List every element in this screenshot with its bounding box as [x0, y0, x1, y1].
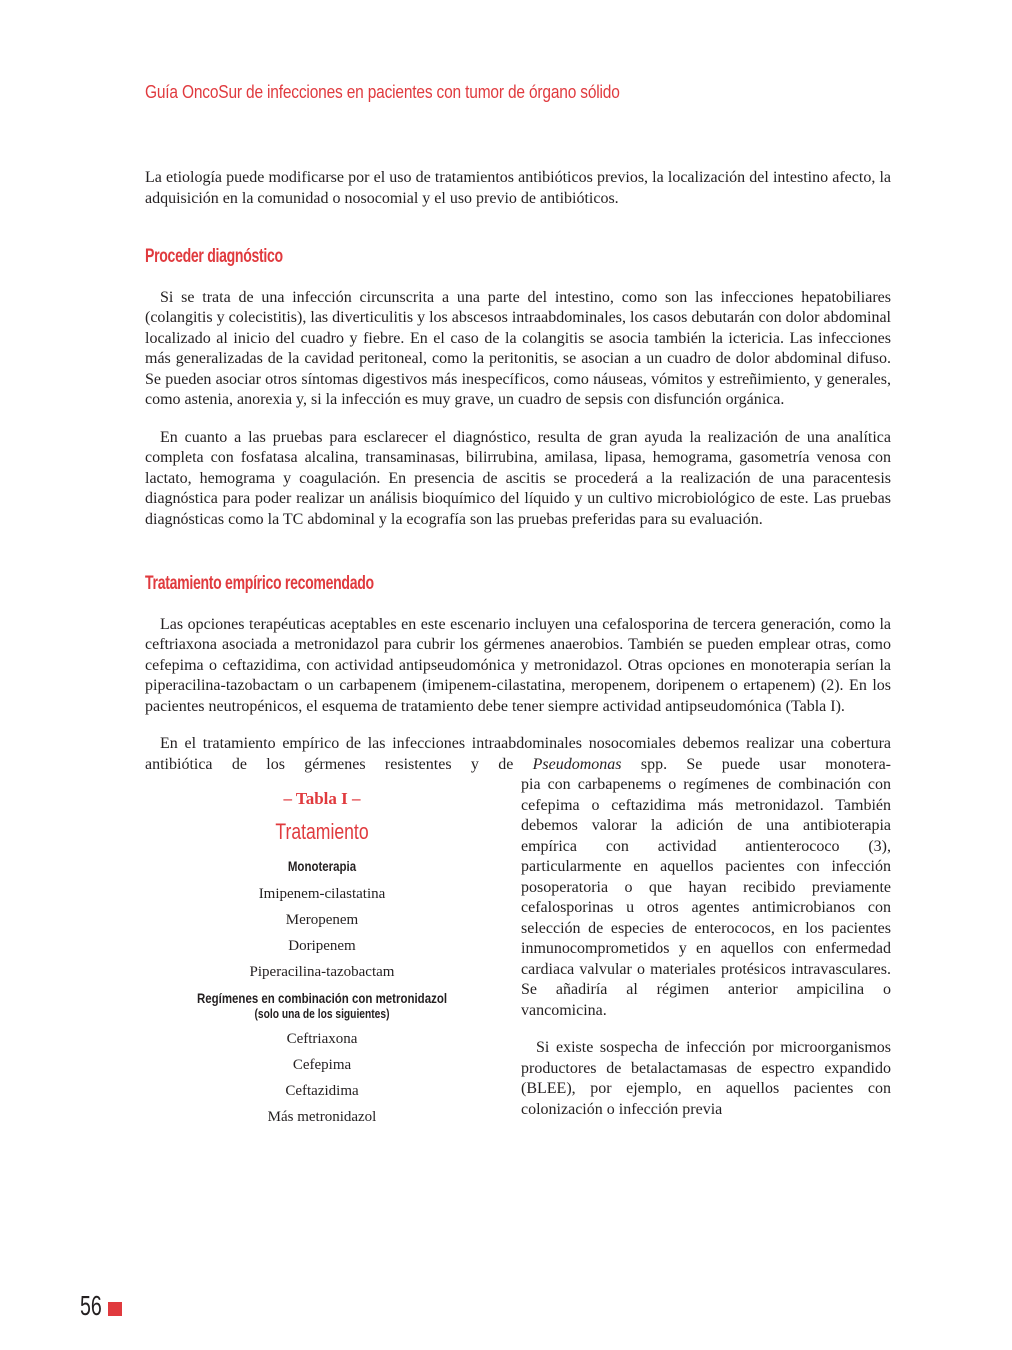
paragraph-diagnostico-1: Si se trata de una infección circunscrita a una parte del intestino, como son las infecciones hepatobiliares (colangitis y colecistitis), las diverticulitis y los abscesos intraabdominales, los casos debutarán con dolor abdominal localizado al inicio del cuadro y fiebre. En el caso de la colangitis se asocia también la ictericia. Las infecciones más generalizadas de la cavidad peritoneal, como la peritonitis, se asocian a un cuadro de dolor abdominal difuso. Se pueden asociar otros síntomas digestivos más inespecíficos, como náuseas, vómitos y estreñimiento, y generales, como astenia, anorexia y, si la infección es muy grave, un cuadro de sepsis con disfunción orgánica. [145, 288, 891, 408]
table-item: Ceftriaxona [286, 1030, 358, 1047]
paragraph-tratamiento-2-start: En el tratamiento empírico de las infecciones intraabdominales nosocomiales debemos realizar una cobertura antibiótica de los gérmenes resistentes y de [145, 735, 891, 773]
table-item: Piperacilina-tazobactam [249, 963, 395, 980]
paragraph-diagnostico-2: En cuanto a las pruebas para esclarecer el diagnóstico, resulta de gran ayuda la realización de una analítica completa con fosfatasa alcalina, transaminasas, bilirrubina, amilasa, lipasa, hemograma, gasometría venosa con lactato, hemograma y coagulación. En presencia de ascitis se procederá a la realización de una paracentesis diagnóstica para poder realizar un análisis bioquímico del líquido y un cultivo microbiológico de este. Las pruebas diagnósticas como la TC abdominal y la ecografía son las pruebas preferidas para su evaluación. [145, 428, 891, 528]
red-square-marker [108, 1302, 122, 1316]
paragraph-tratamiento-1: Las opciones terapéuticas aceptables en este escenario incluyen una cefalosporina de tercera generación, como la ceftriaxona asociada a metronidazol para cubrir los gérmenes anaerobios. También se pueden emplear otras, como cefepima o ceftazidima, con actividad antipseudomónica y metronidazol. Otras opciones en monoterapia serían la piperacilina-tazobactam o un carbapenem (imipenem-cilastatina, meropenem, doripenem o ertapenem) (2). En los pacientes neutropénicos, el esquema de tratamiento debe tener siempre actividad antipseudomónica (Tabla I). [145, 615, 891, 715]
paragraph-tratamiento-2-end-lead: spp. Se puede usar monotera- [621, 755, 891, 773]
page-number: 56 [80, 1290, 102, 1321]
table-group-monoterapia-list [145, 881, 499, 985]
table-and-text-columns [145, 775, 891, 1180]
table-group-combinacion-list [145, 1026, 499, 1130]
running-header: Guía OncoSur de infecciones en pacientes con tumor de órgano sólido [145, 82, 620, 102]
table-group-combinacion-note: (solo una de los siguientes) [254, 1006, 390, 1021]
main-content [145, 168, 891, 1180]
paragraph-tratamiento-3: Si existe sospecha de infección por microorganismos productores de betalactamasas de espectro expandido (BLEE), por ejemplo, en aquellos pacientes con colonización o infección previa [521, 1039, 891, 1118]
right-text-column [521, 775, 891, 1120]
intro-paragraph: La etiología puede modificarse por el uso de tratamientos antibióticos previos, la localización del intestino afecto, la adquisición en la comunidad o nosocomial y el uso previo de antibióticos. [145, 169, 891, 207]
table-1 [145, 775, 499, 1130]
table-item: Meropenem [285, 911, 359, 928]
table-item: Cefepima [292, 1056, 352, 1073]
table-item: Imipenem-cilastatina [258, 885, 386, 902]
paragraph-tratamiento-2-lead [145, 734, 891, 775]
table-group-monoterapia-title: Monoterapia [287, 858, 357, 874]
table-item: Más metronidazol [267, 1108, 377, 1125]
table-group-combinacion-title: Regímenes en combinación con metronidazol [196, 989, 448, 1006]
section-heading-diagnostico: Proceder diagnóstico [145, 246, 283, 267]
table-item: Doripenem [288, 937, 356, 954]
page-footer [80, 1290, 122, 1322]
table-title: Tratamiento [275, 818, 369, 844]
table-number: – Tabla I – [283, 789, 361, 808]
table-item: Ceftazidima [285, 1082, 359, 1099]
pseudomonas-italic: Pseudomonas [532, 755, 622, 773]
section-heading-tratamiento: Tratamiento empírico recomendado [145, 573, 374, 594]
paragraph-tratamiento-2-continued: pia con carbapenems o regímenes de combinación con cefepima o ceftazidima más metronidazol. También debemos valorar la adición de una antibioterapia empírica con actividad antienterococo (3), particularmente en aquellos pacientes con infección posoperatoria o que hayan recibido previamente cefalosporinas u otros agentes antimicrobianos con selección de especies de enterococos, en los pacientes inmunocomprometidos y en aquellos con enfermedad cardiaca valvular o materiales protésicos intravasculares. Se añadiría al régimen anterior ampicilina o vancomicina. [521, 776, 891, 1019]
